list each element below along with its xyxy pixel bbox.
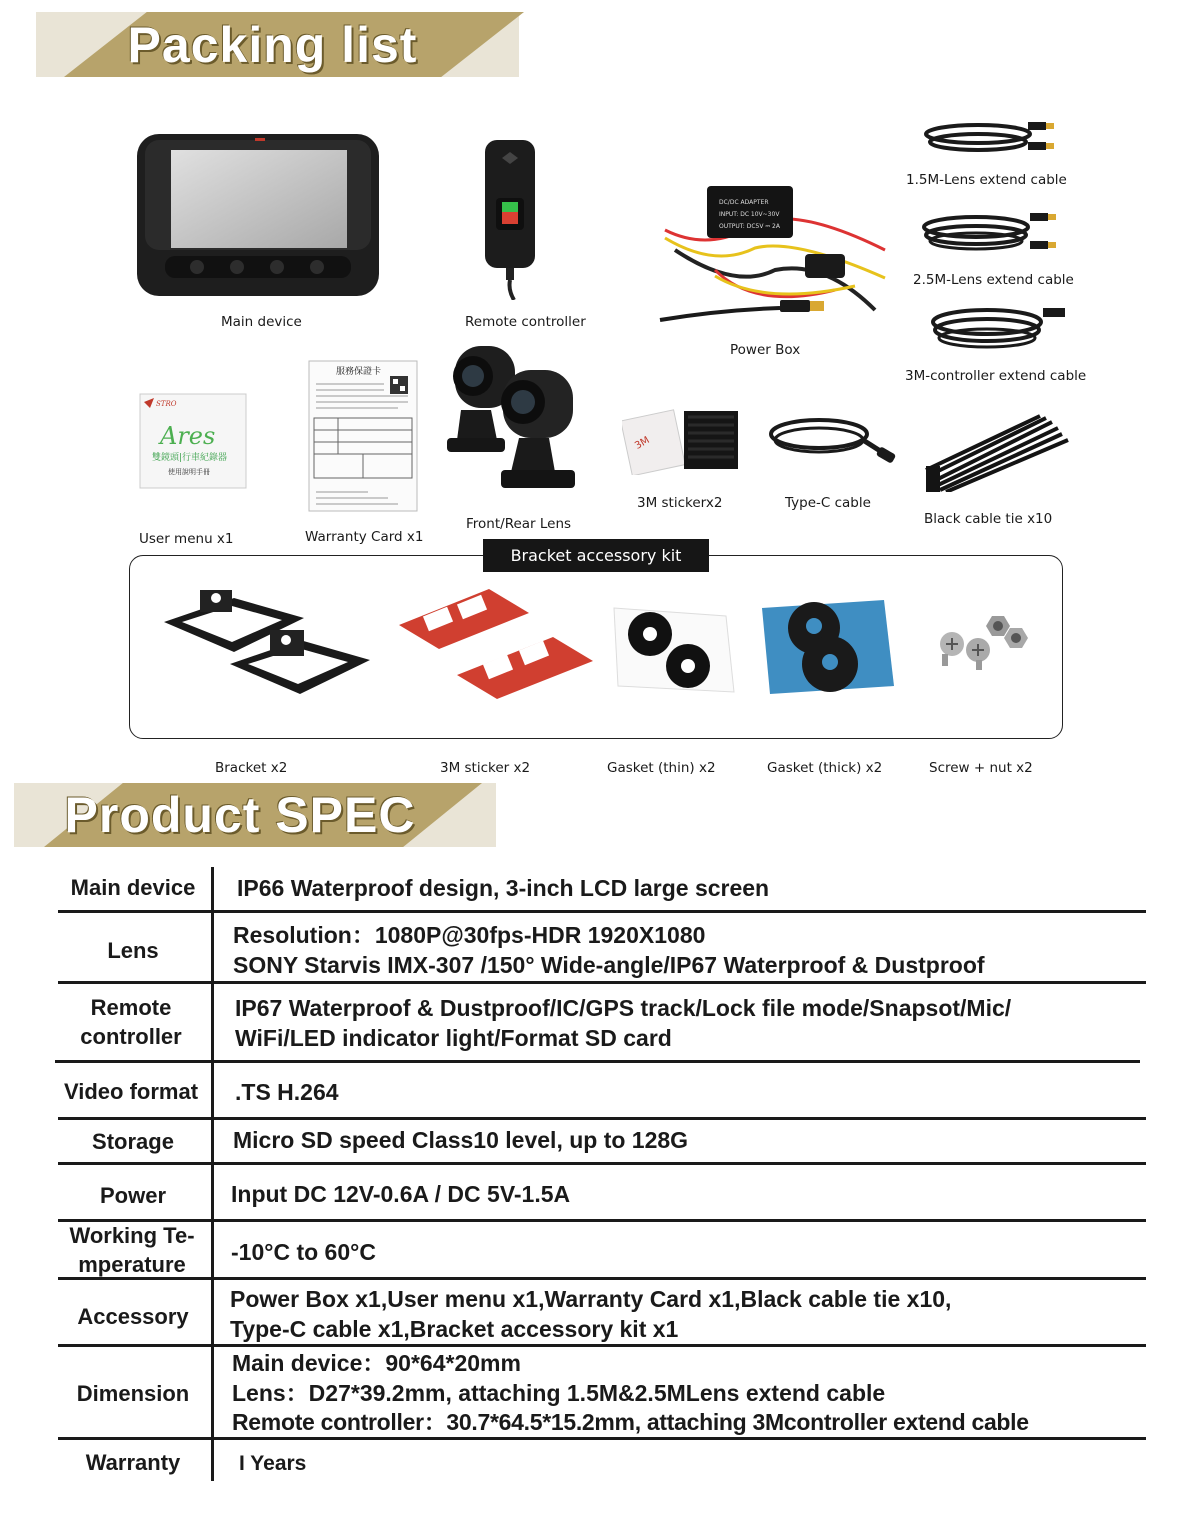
- lens-cable-15-image: [918, 112, 1068, 162]
- spec-row-power: [58, 1165, 1146, 1219]
- type-c-cable-caption: Type-C cable: [785, 495, 871, 511]
- sticker-3m-image: [622, 405, 742, 475]
- adapter-line-3: OUTPUT: DC5V ⎓ 2A: [719, 223, 780, 230]
- adapter-line-1: DC/DC ADAPTER: [719, 199, 769, 206]
- spec-label: Lens: [107, 938, 159, 963]
- cable-tie-caption: Black cable tie x10: [924, 511, 1053, 527]
- packing-list-title: Packing list: [127, 16, 418, 73]
- spec-value: Micro SD speed Class10 level, up to 128G: [233, 1127, 689, 1153]
- spec-row-storage: [58, 1120, 1146, 1162]
- spec-row-accessory: [58, 1280, 1146, 1344]
- front-rear-lens-caption: Front/Rear Lens: [466, 516, 572, 532]
- screw-nut-image: [930, 610, 1030, 670]
- spec-row-working-temperature: [58, 1222, 1146, 1277]
- user-menu-sub-text: 使用說明手冊: [168, 468, 210, 476]
- type-c-cable-image: [765, 410, 900, 475]
- spec-value: I Years: [239, 1452, 307, 1475]
- spec-value: SONY Starvis IMX-307 /150° Wide-angle/IP67 Waterproof & Dustproof: [233, 952, 985, 978]
- svg-text:STRO: STRO: [156, 400, 177, 408]
- spec-label: Accessory: [77, 1304, 189, 1329]
- lens-cable-25-image: [918, 205, 1068, 260]
- spec-row-dimension: [58, 1347, 1146, 1437]
- spec-value: Remote controller：30.7*64.5*15.2mm, attaching 3Mcontroller extend cable: [232, 1409, 1029, 1435]
- controller-cable-3m-caption: 3M-controller extend cable: [905, 368, 1087, 384]
- power-box-image: [655, 180, 895, 330]
- spec-row-main-device: [58, 868, 1146, 910]
- spec-value: Main device：90*64*20mm: [232, 1350, 521, 1376]
- spec-value: Lens：D27*39.2mm, attaching 1.5M&2.5MLens extend cable: [232, 1380, 886, 1406]
- spec-row-lens: [58, 913, 1146, 981]
- warranty-card-caption: Warranty Card x1: [305, 529, 424, 545]
- packing-list-banner: [36, 12, 519, 77]
- user-menu-caption: User menu x1: [139, 531, 234, 547]
- gasket-thick-caption: Gasket (thick) x2: [767, 760, 883, 776]
- sticker-3m-kit-image: [395, 585, 605, 705]
- screw-nut-caption: Screw + nut x2: [929, 760, 1033, 776]
- spec-value: -10°C to 60°C: [231, 1239, 376, 1265]
- main-device-image: [135, 130, 381, 300]
- warranty-card-image: [308, 360, 418, 512]
- spec-value: Input DC 12V-0.6A / DC 5V-1.5A: [231, 1181, 571, 1207]
- spec-value: IP66 Waterproof design, 3-inch LCD large screen: [237, 875, 770, 901]
- sticker-3m-kit-caption: 3M sticker x2: [440, 760, 531, 776]
- gasket-thick-image: [760, 598, 900, 698]
- cable-tie-image: [922, 412, 1070, 492]
- spec-value: Type-C cable x1,Bracket accessory kit x1: [230, 1316, 679, 1342]
- spec-row-video-format: [58, 1063, 1146, 1117]
- spec-label: Remote controller: [80, 995, 182, 1049]
- front-rear-lens-image: [443, 340, 588, 500]
- sticker-3m-caption: 3M stickerx2: [637, 495, 723, 511]
- user-menu-title-text: 雙鏡頭|行車紀錄器: [152, 453, 228, 463]
- power-box-caption: Power Box: [730, 342, 801, 358]
- lens-cable-15-caption: 1.5M-Lens extend cable: [906, 172, 1067, 188]
- spec-row-remote-controller: [58, 984, 1146, 1060]
- spec-label: Working Te-mperature: [69, 1223, 195, 1277]
- user-menu-image: [138, 392, 248, 490]
- spec-value: WiFi/LED indicator light/Format SD card: [235, 1025, 672, 1051]
- adapter-line-2: INPUT: DC 10V~30V: [719, 211, 780, 218]
- bracket-image: [160, 582, 370, 702]
- warranty-card-title: 服務保證卡: [336, 367, 382, 377]
- svg-text:3M: 3M: [633, 434, 652, 452]
- product-spec-title: Product SPEC: [64, 787, 416, 843]
- spec-value: IP67 Waterproof & Dustproof/IC/GPS track/Lock file mode/Snapsot/Mic/: [235, 995, 1012, 1021]
- bracket-kit-title: Bracket accessory kit: [483, 539, 709, 572]
- main-device-caption: Main device: [221, 314, 302, 330]
- bracket-caption: Bracket x2: [215, 760, 288, 776]
- product-spec-banner: [14, 783, 496, 847]
- remote-controller-caption: Remote controller: [465, 314, 586, 330]
- svg-text:Ares: Ares: [160, 422, 216, 450]
- spec-label: Power: [99, 1183, 167, 1208]
- gasket-thin-caption: Gasket (thin) x2: [607, 760, 716, 776]
- spec-label: Main device: [70, 875, 196, 900]
- spec-label: Dimension: [76, 1381, 190, 1406]
- gasket-thin-image: [612, 604, 736, 694]
- controller-cable-3m-image: [925, 296, 1075, 358]
- remote-controller-image: [480, 138, 540, 300]
- spec-label: Video format: [63, 1079, 199, 1104]
- spec-value: Resolution：1080P@30fps-HDR 1920X1080: [233, 922, 706, 948]
- spec-label: Warranty: [85, 1450, 181, 1475]
- spec-label: Storage: [92, 1129, 174, 1154]
- spec-value: Power Box x1,User menu x1,Warranty Card x1,Black cable tie x10,: [230, 1286, 952, 1312]
- lens-cable-25-caption: 2.5M-Lens extend cable: [913, 272, 1074, 288]
- spec-value: .TS H.264: [235, 1079, 339, 1105]
- spec-row-warranty: [58, 1440, 1146, 1482]
